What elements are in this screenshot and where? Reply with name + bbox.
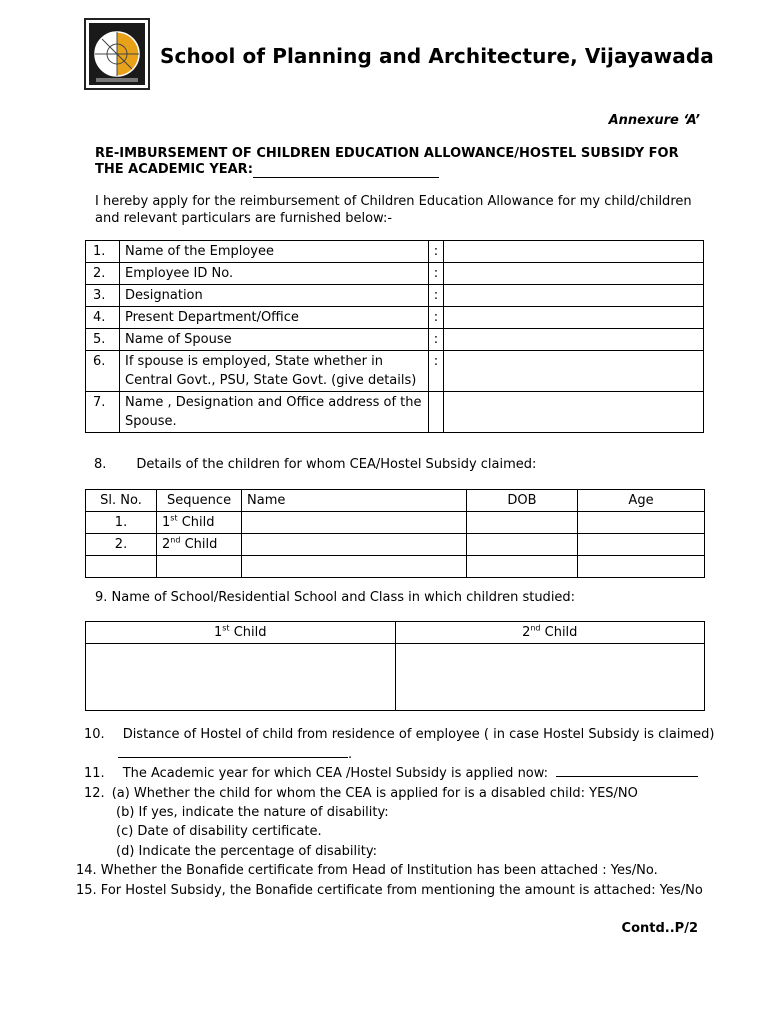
annexure-label: Annexure ‘A’ bbox=[608, 113, 700, 128]
designation-field[interactable] bbox=[444, 285, 704, 307]
academic-year-label: THE ACADEMIC YEAR: bbox=[95, 162, 253, 177]
item-11-number: 11. bbox=[84, 766, 105, 781]
child-2-name-field[interactable] bbox=[242, 534, 467, 556]
row-number: 4. bbox=[86, 307, 120, 329]
item-14: 14. Whether the Bonafide certificate from Head of Institution has been attached : Yes/No. bbox=[76, 863, 658, 878]
distance-blank[interactable] bbox=[118, 744, 348, 758]
child-sl-no: 2. bbox=[86, 534, 157, 556]
academic-year-blank[interactable] bbox=[253, 163, 439, 178]
children-table-header bbox=[86, 490, 705, 512]
page-title: School of Planning and Architecture, Vijayawada bbox=[160, 44, 714, 68]
continued-label: Contd..P/2 bbox=[621, 921, 698, 936]
row-colon bbox=[429, 392, 444, 433]
child-1-dob-field[interactable] bbox=[467, 512, 578, 534]
particulars-row bbox=[86, 351, 704, 392]
row-colon: : bbox=[429, 241, 444, 263]
form-heading bbox=[95, 146, 715, 178]
row-colon: : bbox=[429, 351, 444, 392]
row-label: Present Department/Office bbox=[120, 307, 429, 329]
row-number: 6. bbox=[86, 351, 120, 392]
spouse-name-field[interactable] bbox=[444, 329, 704, 351]
item-11 bbox=[84, 763, 698, 783]
item-10 bbox=[84, 725, 714, 744]
particulars-row bbox=[86, 263, 704, 285]
department-field[interactable] bbox=[444, 307, 704, 329]
child-2-dob-field[interactable] bbox=[467, 534, 578, 556]
empty-cell[interactable] bbox=[467, 556, 578, 578]
row-colon: : bbox=[429, 285, 444, 307]
row-label: Name of the Employee bbox=[120, 241, 429, 263]
row-colon: : bbox=[429, 307, 444, 329]
item-12-a: (a) Whether the child for whom the CEA is applied for is a disabled child: YES/NO bbox=[111, 786, 638, 801]
particulars-row bbox=[86, 392, 704, 433]
section-8-text: Details of the children for whom CEA/Hostel Subsidy claimed: bbox=[136, 457, 537, 472]
heading-line-2 bbox=[95, 162, 715, 178]
item-12-number: 12. bbox=[84, 786, 105, 801]
header-sl-no: Sl. No. bbox=[86, 490, 157, 512]
child-sl-no: 1. bbox=[86, 512, 157, 534]
item-15: 15. For Hostel Subsidy, the Bonafide certificate from mentioning the amount is attached: Yes/No bbox=[76, 883, 703, 898]
second-child-school-field[interactable] bbox=[395, 644, 705, 711]
header-name: Name bbox=[242, 490, 467, 512]
row-label: Name , Designation and Office address of the Spouse. bbox=[120, 392, 429, 433]
table-row bbox=[86, 556, 705, 578]
first-child-school-field[interactable] bbox=[86, 644, 396, 711]
row-number: 5. bbox=[86, 329, 120, 351]
table-row bbox=[86, 534, 705, 556]
empty-cell[interactable] bbox=[157, 556, 242, 578]
institution-logo bbox=[84, 18, 150, 90]
child-sequence: 1st Child bbox=[157, 512, 242, 534]
item-10-number: 10. bbox=[84, 727, 105, 742]
spouse-office-field[interactable] bbox=[444, 392, 704, 433]
item-12 bbox=[84, 784, 638, 803]
item-12-d: (d) Indicate the percentage of disability: bbox=[116, 844, 377, 859]
header-first-child: 1st Child bbox=[86, 622, 396, 644]
item-11-text: The Academic year for which CEA /Hostel Subsidy is applied now: bbox=[122, 766, 549, 781]
table-row bbox=[86, 512, 705, 534]
item-10-answer bbox=[118, 744, 352, 764]
particulars-row bbox=[86, 307, 704, 329]
row-number: 2. bbox=[86, 263, 120, 285]
section-8 bbox=[94, 457, 536, 472]
school-table-header bbox=[86, 622, 705, 644]
item-10-text: Distance of Hostel of child from residence of employee ( in case Hostel Subsidy is claimed) bbox=[122, 727, 715, 742]
item-12-b: (b) If yes, indicate the nature of disability: bbox=[116, 805, 389, 820]
empty-cell[interactable] bbox=[242, 556, 467, 578]
header-sequence: Sequence bbox=[157, 490, 242, 512]
heading-line-1: RE-IMBURSEMENT OF CHILDREN EDUCATION ALLOWANCE/HOSTEL SUBSIDY FOR bbox=[95, 146, 679, 161]
header-dob: DOB bbox=[467, 490, 578, 512]
row-number: 1. bbox=[86, 241, 120, 263]
row-label: Name of Spouse bbox=[120, 329, 429, 351]
employee-name-field[interactable] bbox=[444, 241, 704, 263]
header-age: Age bbox=[578, 490, 705, 512]
academic-year-applied-blank[interactable] bbox=[556, 763, 698, 777]
employee-id-field[interactable] bbox=[444, 263, 704, 285]
row-label: Employee ID No. bbox=[120, 263, 429, 285]
empty-cell[interactable] bbox=[86, 556, 157, 578]
section-9: 9. Name of School/Residential School and Class in which children studied: bbox=[95, 590, 576, 605]
item-10-end: . bbox=[348, 747, 353, 762]
row-colon: : bbox=[429, 329, 444, 351]
particulars-row bbox=[86, 241, 704, 263]
row-label: If spouse is employed, State whether in Central Govt., PSU, State Govt. (give details) bbox=[120, 351, 429, 392]
row-number: 3. bbox=[86, 285, 120, 307]
item-12-c: (c) Date of disability certificate. bbox=[116, 824, 322, 839]
child-1-name-field[interactable] bbox=[242, 512, 467, 534]
empty-cell[interactable] bbox=[578, 556, 705, 578]
table-row bbox=[86, 644, 705, 711]
header-second-child: 2nd Child bbox=[395, 622, 705, 644]
particulars-table bbox=[85, 240, 704, 433]
section-8-number: 8. bbox=[94, 457, 107, 472]
intro-paragraph: I hereby apply for the reimbursement of Children Education Allowance for my child/children and relevant particulars are furnished below:- bbox=[95, 194, 692, 226]
school-table bbox=[85, 621, 705, 711]
particulars-row bbox=[86, 329, 704, 351]
spouse-employment-field[interactable] bbox=[444, 351, 704, 392]
children-table bbox=[85, 489, 705, 578]
child-sequence: 2nd Child bbox=[157, 534, 242, 556]
child-1-age-field[interactable] bbox=[578, 512, 705, 534]
particulars-row bbox=[86, 285, 704, 307]
row-label: Designation bbox=[120, 285, 429, 307]
child-2-age-field[interactable] bbox=[578, 534, 705, 556]
row-number: 7. bbox=[86, 392, 120, 433]
row-colon: : bbox=[429, 263, 444, 285]
